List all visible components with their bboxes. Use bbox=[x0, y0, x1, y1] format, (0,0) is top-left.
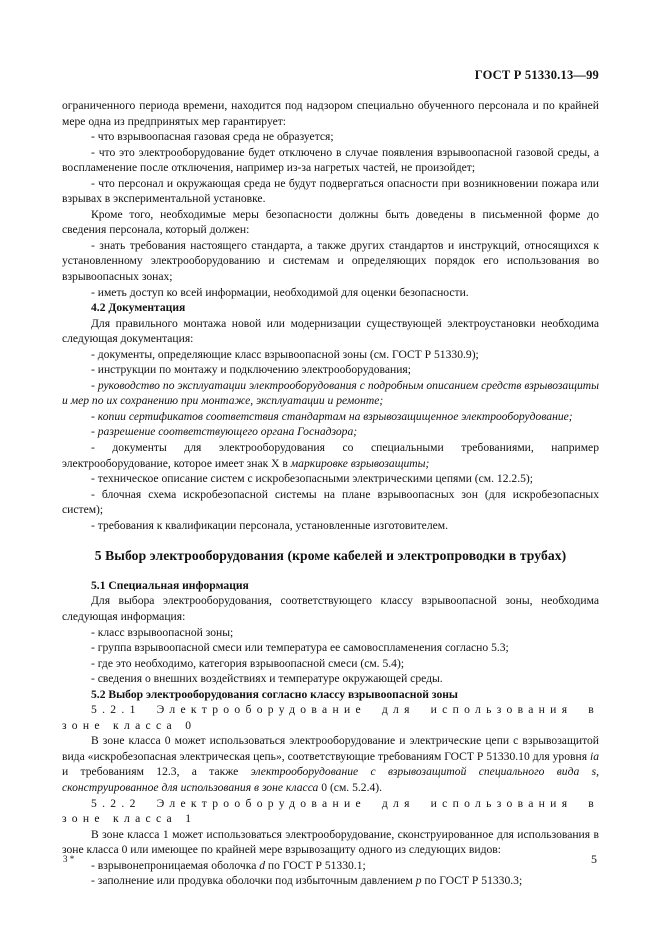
text-run: и требованиям 12.3, а также bbox=[62, 765, 251, 779]
paragraph bbox=[62, 733, 599, 795]
footer-sheet-mark: 3 * bbox=[63, 854, 75, 864]
paragraph: В зоне класса 1 может использоваться электрооборудование, сконструированное для использования в зоне класса 0 или имеющее по крайней мере взрывозащиту одного из следующих видов: bbox=[62, 827, 599, 857]
section-heading-5-1: 5.1 Специальная информация bbox=[91, 578, 249, 592]
text-run: электрооборудование с взрывозащитой специального вида s, сконструированное для использования в зоне класса bbox=[62, 765, 599, 794]
subsection-heading-5-2-2: 5.2.2 Электрооборудование для использования в зоне класса 1 bbox=[62, 796, 599, 826]
text-run: по ГОСТ Р 51330.3; bbox=[421, 874, 523, 888]
list-item: - что персонал и окружающая среда не будут подвергаться опасности при возникновении пожара или взрывах в экспериментальной установке. bbox=[62, 176, 599, 206]
paragraph: Для выбора электрооборудования, соответствующего классу взрывоопасной зоны, необходима следующая информация: bbox=[62, 594, 599, 623]
page-number: 5 bbox=[591, 852, 597, 866]
text-run: по ГОСТ Р 51330.1; bbox=[265, 858, 366, 872]
list-item: - копии сертификатов соответствия стандартам на взрывозащищенное электрооборудование; bbox=[91, 409, 573, 423]
text-run: В зоне класса 0 может использоваться электрооборудование и электрические цепи с взрывозащитой вида «искробезопасная электрическая цепь», соответствующие требованиям ГОСТ Р 51330.10 для уровня bbox=[62, 734, 599, 763]
text-run: - взрывонепроницаемая оболочка bbox=[91, 858, 260, 872]
text-run: p bbox=[415, 874, 422, 888]
paragraph: Кроме того, необходимые меры безопасности должны быть доведены в письменной форме до сведения персонала, который должен: bbox=[62, 207, 599, 237]
text-run: - документы для электрооборудования со специальными требованиями, например электрооборудование, которое имеет знак X в bbox=[62, 441, 599, 470]
list-item bbox=[62, 440, 599, 471]
page-body bbox=[62, 98, 599, 889]
list-item: - что взрывоопасная газовая среда не образуется; bbox=[91, 130, 334, 144]
list-item: - сведения о внешних воздействиях и температуре окружающей среды. bbox=[91, 672, 443, 686]
list-item: - документы, определяющие класс взрывоопасной зоны (см. ГОСТ Р 51330.9); bbox=[91, 347, 479, 361]
text-run: маркировке взрывозащиты; bbox=[290, 456, 430, 470]
subsection-heading-5-2-1: 5.2.1 Электрооборудование для использования в зоне класса 0 bbox=[62, 703, 599, 732]
list-item: - группа взрывоопасной смеси или температура ее самовоспламенения согласно 5.3; bbox=[91, 641, 509, 655]
list-item: - иметь доступ ко всей информации, необходимой для оценки безопасности. bbox=[91, 285, 469, 299]
section-heading-5-2: 5.2 Выбор электрооборудования согласно классу взрывоопасной зоны bbox=[91, 687, 458, 701]
list-item bbox=[62, 873, 599, 889]
list-item: - класс взрывоопасной зоны; bbox=[91, 625, 234, 639]
list-item: - где это необходимо, категория взрывоопасной смеси (см. 5.4); bbox=[91, 656, 405, 670]
section-heading-4-2: 4.2 Документация bbox=[91, 301, 186, 315]
list-item: - требования к квалификации персонала, установленные изготовителем. bbox=[91, 518, 448, 532]
list-item bbox=[62, 858, 599, 874]
list-item: - техническое описание систем с искробезопасными электрическими цепями (см. 12.2.5); bbox=[91, 472, 534, 486]
paragraph: ограниченного периода времени, находится под надзором специально обученного персонала и по крайней мере одна из предпринятых мер гарантирует: bbox=[62, 99, 599, 128]
text-run: - заполнение или продувка оболочки под избыточным давлением bbox=[91, 874, 416, 888]
text-run: d bbox=[259, 858, 266, 872]
document-id-header: ГОСТ Р 51330.13—99 bbox=[474, 68, 599, 82]
text-run: 0 (см. 5.2.4). bbox=[318, 780, 383, 794]
paragraph: Для правильного монтажа новой или модернизации существующей электроустановки необходима следующая документация: bbox=[62, 316, 599, 346]
text-run: ia bbox=[589, 749, 599, 763]
list-item: - инструкции по монтажу и подключению электрооборудования; bbox=[91, 363, 411, 377]
list-item: - руководство по эксплуатации электрооборудования с подробным описанием средств взрывозащиты и мер по их сохранению при монтаже, эксплуатации и ремонте; bbox=[62, 378, 599, 408]
list-item: - знать требования настоящего стандарта, а также других стандартов и инструкций, относящихся к установленному электрооборудованию и системам и определяющих порядок его использования во взрывоопасных зонах; bbox=[62, 238, 599, 284]
list-item: - разрешение соответствующего органа Госнадзора; bbox=[91, 425, 358, 439]
list-item: - блочная схема искробезопасной системы на плане взрывоопасных зон (для искробезопасных систем); bbox=[62, 487, 599, 517]
section-heading-5: 5 Выбор электрооборудования (кроме кабелей и электропроводки в трубах) bbox=[94, 548, 567, 564]
list-item: - что это электрооборудование будет отключено в случае появления взрывоопасной газовой среды, а воспламенение после отключения, например из-за нагретых частей, не произойдет; bbox=[62, 145, 599, 175]
